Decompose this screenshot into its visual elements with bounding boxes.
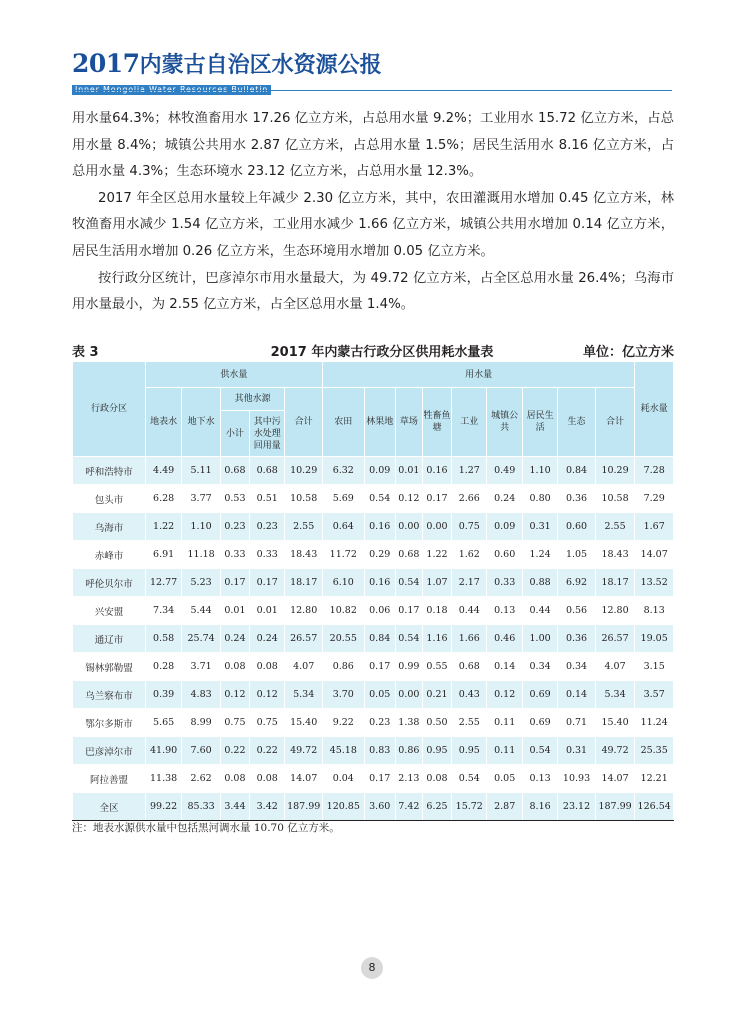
header-use-total: 合计 (595, 388, 635, 457)
header-ground-water: 地下水 (182, 388, 221, 457)
table-cell: 0.44 (522, 597, 557, 625)
table-cell: 49.72 (285, 737, 323, 765)
header-residential: 居民生活 (522, 388, 557, 457)
table-cell: 187.99 (595, 793, 635, 821)
table-number: 表 3 (72, 345, 99, 360)
table-cell: 10.58 (595, 485, 635, 513)
header-other-sources: 其他水源 (220, 388, 285, 411)
table-cell: 0.29 (364, 541, 395, 569)
table-cell: 12.21 (635, 765, 674, 793)
table-row (73, 793, 674, 821)
table-cell: 1.27 (452, 457, 487, 485)
table-cell: 0.17 (364, 653, 395, 681)
table-cell: 0.01 (250, 597, 285, 625)
table-cell: 0.75 (250, 709, 285, 737)
table-cell: 26.57 (595, 625, 635, 653)
table-cell: 1.10 (522, 457, 557, 485)
table-cell: 0.16 (364, 569, 395, 597)
table-row (73, 653, 674, 681)
table-cell: 3.57 (635, 681, 674, 709)
region-name: 乌海市 (73, 513, 146, 541)
table-cell: 10.58 (285, 485, 323, 513)
table-cell: 0.12 (220, 681, 249, 709)
table-cell: 0.01 (220, 597, 249, 625)
table-cell: 0.12 (487, 681, 522, 709)
table-cell: 0.21 (422, 681, 451, 709)
table-cell: 8.13 (635, 597, 674, 625)
table-row (73, 765, 674, 793)
table-cell: 0.69 (522, 681, 557, 709)
table-cell: 0.34 (522, 653, 557, 681)
region-name: 全区 (73, 793, 146, 821)
table-cell: 1.67 (635, 513, 674, 541)
table-cell: 0.18 (422, 597, 451, 625)
table-cell: 0.83 (364, 737, 395, 765)
table-cell: 0.60 (558, 513, 595, 541)
table-unit: 单位：亿立方米 (582, 345, 674, 360)
table-cell: 0.00 (395, 513, 422, 541)
table-cell: 0.08 (250, 765, 285, 793)
table-caption (72, 341, 674, 361)
table-cell: 126.54 (635, 793, 674, 821)
table-cell: 0.68 (220, 457, 249, 485)
table-cell: 0.55 (422, 653, 451, 681)
table-cell: 18.17 (595, 569, 635, 597)
paragraph: 按行政分区统计，巴彦淖尔市用水量最大，为 49.72 亿立方米，占全区总用水量 26.4%；乌海市用水量最小，为 2.55 亿立方米，占全区总用水量 1.4%。 (72, 270, 674, 313)
header-consumption: 耗水量 (635, 362, 674, 457)
table-cell: 5.34 (595, 681, 635, 709)
region-name: 通辽市 (73, 625, 146, 653)
table-cell: 14.07 (635, 541, 674, 569)
table-cell: 5.44 (182, 597, 221, 625)
table-row (73, 569, 674, 597)
page-number: 8 (361, 957, 383, 979)
table-cell: 0.24 (250, 625, 285, 653)
table-row (73, 681, 674, 709)
table-cell: 1.10 (182, 513, 221, 541)
table-cell: 3.15 (635, 653, 674, 681)
table-cell: 5.34 (285, 681, 323, 709)
region-name: 乌兰察布市 (73, 681, 146, 709)
table-cell: 15.40 (285, 709, 323, 737)
table-cell: 0.17 (220, 569, 249, 597)
table-cell: 5.23 (182, 569, 221, 597)
paragraph: 2017 年全区总用水量较上年减少 2.30 亿立方米，其中，农田灌溉用水增加 0.45 亿立方米，林牧渔畜用水减少 1.54 亿立方米，工业用水减少 1.66 亿立方米，城镇公共用水增加 0.14 亿立方米，居民生活用水增加 0.26 亿立方米，生态环境用水增加 0.05 亿立方米。 (72, 190, 674, 259)
table-cell: 15.72 (452, 793, 487, 821)
table-cell: 0.24 (220, 625, 249, 653)
table-cell: 3.42 (250, 793, 285, 821)
table-cell: 0.01 (395, 457, 422, 485)
table-cell: 11.18 (182, 541, 221, 569)
table-cell: 0.16 (364, 513, 395, 541)
table-cell: 0.88 (522, 569, 557, 597)
table-cell: 3.60 (364, 793, 395, 821)
table-cell: 0.86 (395, 737, 422, 765)
table-cell: 0.09 (364, 457, 395, 485)
region-name: 呼伦贝尔市 (73, 569, 146, 597)
table-cell: 0.56 (558, 597, 595, 625)
table-cell: 5.65 (145, 709, 181, 737)
region-name: 赤峰市 (73, 541, 146, 569)
table-cell: 10.82 (322, 597, 364, 625)
table-cell: 2.55 (285, 513, 323, 541)
region-name: 鄂尔多斯市 (73, 709, 146, 737)
table-cell: 0.68 (395, 541, 422, 569)
water-supply-use-table (72, 361, 674, 821)
table-note: 注：地表水源供水量中包括黑河调水量 10.70 亿立方米。 (72, 822, 340, 834)
table-cell: 1.07 (422, 569, 451, 597)
table-cell: 0.54 (395, 569, 422, 597)
table-cell: 2.62 (182, 765, 221, 793)
table-cell: 2.17 (452, 569, 487, 597)
table-cell: 0.17 (250, 569, 285, 597)
table-cell: 0.95 (422, 737, 451, 765)
header-urban-public: 城镇公共 (487, 388, 522, 457)
table-row (73, 485, 674, 513)
table-cell: 6.10 (322, 569, 364, 597)
table-cell: 1.66 (452, 625, 487, 653)
table-cell: 5.69 (322, 485, 364, 513)
table-cell: 41.90 (145, 737, 181, 765)
table-cell: 6.32 (322, 457, 364, 485)
table-cell: 10.93 (558, 765, 595, 793)
table-cell: 0.05 (364, 681, 395, 709)
table-cell: 187.99 (285, 793, 323, 821)
table-row (73, 541, 674, 569)
region-name: 兴安盟 (73, 597, 146, 625)
table-cell: 12.80 (285, 597, 323, 625)
table-cell: 0.23 (364, 709, 395, 737)
table-row (73, 597, 674, 625)
header-other-subtotal: 小计 (220, 411, 249, 457)
region-name: 呼和浩特市 (73, 457, 146, 485)
header-supply-total: 合计 (285, 388, 323, 457)
table-cell: 0.36 (558, 485, 595, 513)
table-cell: 11.24 (635, 709, 674, 737)
table-cell: 0.00 (422, 513, 451, 541)
table-cell: 6.91 (145, 541, 181, 569)
header-ecology: 生态 (558, 388, 595, 457)
table-cell: 0.00 (395, 681, 422, 709)
table-cell: 0.36 (558, 625, 595, 653)
table-cell: 49.72 (595, 737, 635, 765)
bulletin-title: 2017内蒙古自治区水资源公报 (72, 49, 382, 78)
table-cell: 1.38 (395, 709, 422, 737)
table-cell: 1.24 (522, 541, 557, 569)
table-cell: 14.07 (285, 765, 323, 793)
table-cell: 23.12 (558, 793, 595, 821)
table-cell: 10.29 (595, 457, 635, 485)
table-cell: 6.28 (145, 485, 181, 513)
table-cell: 0.33 (250, 541, 285, 569)
table-cell: 25.74 (182, 625, 221, 653)
table-row (73, 625, 674, 653)
table-cell: 0.08 (220, 653, 249, 681)
header-grassland: 草场 (395, 388, 422, 457)
table-cell: 3.77 (182, 485, 221, 513)
table-cell: 25.35 (635, 737, 674, 765)
table-cell: 45.18 (322, 737, 364, 765)
table-cell: 1.22 (422, 541, 451, 569)
table-cell: 1.00 (522, 625, 557, 653)
table-cell: 0.31 (522, 513, 557, 541)
header-farmland: 农田 (322, 388, 364, 457)
table-cell: 0.99 (395, 653, 422, 681)
table-cell: 0.09 (487, 513, 522, 541)
header-livestock-fish: 牲畜鱼塘 (422, 388, 451, 457)
table-cell: 0.60 (487, 541, 522, 569)
table-cell: 0.54 (452, 765, 487, 793)
table-cell: 1.62 (452, 541, 487, 569)
table-cell: 0.44 (452, 597, 487, 625)
table-cell: 0.84 (558, 457, 595, 485)
table-cell: 10.29 (285, 457, 323, 485)
table-row (73, 737, 674, 765)
table-cell: 0.80 (522, 485, 557, 513)
table-title: 2017 年内蒙古行政分区供用耗水量表 (270, 345, 494, 360)
table-cell: 4.83 (182, 681, 221, 709)
header-surface-water: 地表水 (145, 388, 181, 457)
table-cell: 12.77 (145, 569, 181, 597)
table-cell: 0.08 (250, 653, 285, 681)
table-cell: 14.07 (595, 765, 635, 793)
table-cell: 11.72 (322, 541, 364, 569)
table-cell: 0.75 (452, 513, 487, 541)
table-cell: 0.69 (522, 709, 557, 737)
table-cell: 0.06 (364, 597, 395, 625)
table-cell: 0.12 (250, 681, 285, 709)
table-cell: 18.17 (285, 569, 323, 597)
table-cell: 3.44 (220, 793, 249, 821)
table-cell: 0.08 (220, 765, 249, 793)
table-cell: 0.58 (145, 625, 181, 653)
table-row (73, 709, 674, 737)
table-cell: 85.33 (182, 793, 221, 821)
table-cell: 7.34 (145, 597, 181, 625)
table-cell: 0.84 (364, 625, 395, 653)
table-cell: 11.38 (145, 765, 181, 793)
table-cell: 0.17 (395, 597, 422, 625)
table-cell: 8.99 (182, 709, 221, 737)
header-supply: 供水量 (145, 362, 322, 388)
table-cell: 5.11 (182, 457, 221, 485)
table-cell: 6.25 (422, 793, 451, 821)
table-cell: 0.17 (364, 765, 395, 793)
table-cell: 0.43 (452, 681, 487, 709)
table-cell: 0.46 (487, 625, 522, 653)
table-cell: 0.28 (145, 653, 181, 681)
table-body (73, 457, 674, 821)
table-cell: 7.28 (635, 457, 674, 485)
table-cell: 0.86 (322, 653, 364, 681)
table-cell: 0.53 (220, 485, 249, 513)
table-cell: 0.23 (250, 513, 285, 541)
table-cell: 0.16 (422, 457, 451, 485)
table-cell: 0.24 (487, 485, 522, 513)
table-cell: 0.54 (364, 485, 395, 513)
table-cell: 1.22 (145, 513, 181, 541)
table-cell: 0.34 (558, 653, 595, 681)
table-cell: 120.85 (322, 793, 364, 821)
region-name: 阿拉善盟 (73, 765, 146, 793)
table-cell: 3.70 (322, 681, 364, 709)
table-cell: 0.05 (487, 765, 522, 793)
table-cell: 7.42 (395, 793, 422, 821)
table-cell: 8.16 (522, 793, 557, 821)
table-cell: 0.54 (522, 737, 557, 765)
table-cell: 99.22 (145, 793, 181, 821)
table-cell: 2.66 (452, 485, 487, 513)
header-use: 用水量 (322, 362, 634, 388)
table-cell: 3.71 (182, 653, 221, 681)
table-cell: 0.71 (558, 709, 595, 737)
table-cell: 0.39 (145, 681, 181, 709)
table-cell: 0.13 (522, 765, 557, 793)
table-cell: 2.87 (487, 793, 522, 821)
table-cell: 0.22 (220, 737, 249, 765)
table-cell: 18.43 (285, 541, 323, 569)
table-cell: 9.22 (322, 709, 364, 737)
table-cell: 0.54 (395, 625, 422, 653)
table-cell: 6.92 (558, 569, 595, 597)
table-cell: 0.51 (250, 485, 285, 513)
table-cell: 7.60 (182, 737, 221, 765)
table-cell: 20.55 (322, 625, 364, 653)
table-cell: 0.33 (487, 569, 522, 597)
table-cell: 0.08 (422, 765, 451, 793)
table-cell: 2.55 (595, 513, 635, 541)
table-row (73, 513, 674, 541)
table-cell: 0.13 (487, 597, 522, 625)
table-cell: 2.13 (395, 765, 422, 793)
table-cell: 0.68 (452, 653, 487, 681)
region-name: 巴彦淖尔市 (73, 737, 146, 765)
table-cell: 0.31 (558, 737, 595, 765)
table-cell: 2.55 (452, 709, 487, 737)
header-other-reuse: 其中污水处理回用量 (250, 411, 285, 457)
table-cell: 0.14 (558, 681, 595, 709)
region-name: 包头市 (73, 485, 146, 513)
table-cell: 0.04 (322, 765, 364, 793)
table-cell: 4.07 (595, 653, 635, 681)
body-text (72, 106, 674, 319)
table-cell: 18.43 (595, 541, 635, 569)
table-cell: 0.23 (220, 513, 249, 541)
table-cell: 0.75 (220, 709, 249, 737)
paragraph: 用水量64.3%；林牧渔畜用水 17.26 亿立方米，占总用水量 9.2%；工业用水 15.72 亿立方米，占总用水量 8.4%；城镇公共用水 2.87 亿立方米，占总用水量 1.5%；居民生活用水 8.16 亿立方米，占总用水量 4.3%；生态环境水 23.12 亿立方米，占总用水量 12.3%。 (72, 111, 674, 180)
table-cell: 0.33 (220, 541, 249, 569)
table-cell: 13.52 (635, 569, 674, 597)
table-cell: 12.80 (595, 597, 635, 625)
table-cell: 4.07 (285, 653, 323, 681)
table-cell: 0.64 (322, 513, 364, 541)
table-cell: 15.40 (595, 709, 635, 737)
table-cell: 0.11 (487, 737, 522, 765)
table-cell: 26.57 (285, 625, 323, 653)
table-cell: 0.22 (250, 737, 285, 765)
table-cell: 0.95 (452, 737, 487, 765)
table-cell: 0.49 (487, 457, 522, 485)
table-cell: 7.29 (635, 485, 674, 513)
header-region: 行政分区 (73, 362, 146, 457)
table-cell: 1.05 (558, 541, 595, 569)
table-cell: 0.17 (422, 485, 451, 513)
table-cell: 4.49 (145, 457, 181, 485)
table-cell: 0.14 (487, 653, 522, 681)
table-cell: 0.12 (395, 485, 422, 513)
header-industry: 工业 (452, 388, 487, 457)
table-row (73, 457, 674, 485)
table-cell: 0.11 (487, 709, 522, 737)
region-name: 锡林郭勒盟 (73, 653, 146, 681)
table-cell: 0.50 (422, 709, 451, 737)
header-divider (72, 90, 672, 91)
header-forest-fruit: 林果地 (364, 388, 395, 457)
table-cell: 0.68 (250, 457, 285, 485)
table-cell: 1.16 (422, 625, 451, 653)
table-cell: 19.05 (635, 625, 674, 653)
